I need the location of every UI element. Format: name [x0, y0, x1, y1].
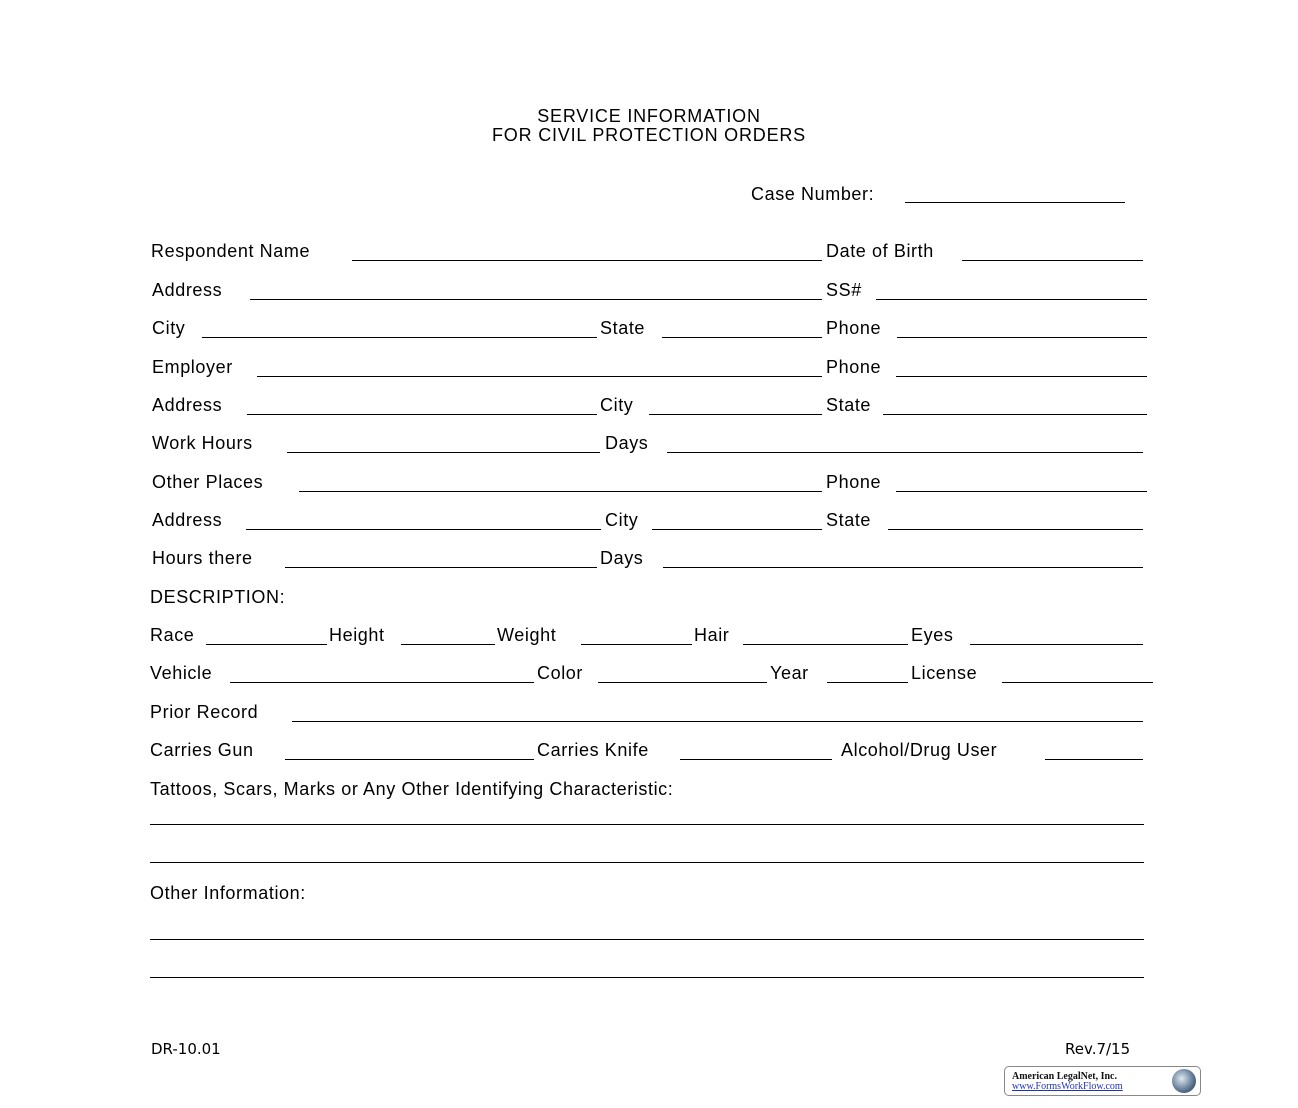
- logo-company: American LegalNet, Inc.: [1012, 1071, 1117, 1082]
- color-field[interactable]: [598, 682, 767, 683]
- eyes-label: Eyes: [911, 625, 954, 645]
- tattoos-scars-marks-or-any-other-identifying-characteristic-label: Tattoos, Scars, Marks or Any Other Identifying Characteristic:: [150, 779, 674, 799]
- case-number-label: Case Number:: [751, 184, 875, 204]
- phone-label: Phone: [826, 357, 882, 377]
- city-field[interactable]: [649, 414, 822, 415]
- other-information-line-2[interactable]: [150, 977, 1144, 978]
- respondent-name-field[interactable]: [352, 260, 822, 261]
- description-label: DESCRIPTION:: [150, 587, 286, 607]
- employer-field[interactable]: [257, 376, 822, 377]
- phone-field[interactable]: [896, 491, 1147, 492]
- form-title-line-2: FOR CIVIL PROTECTION ORDERS: [492, 125, 806, 145]
- days-field[interactable]: [663, 567, 1143, 568]
- address-label: Address: [152, 280, 223, 300]
- phone-label: Phone: [826, 472, 882, 492]
- address-field[interactable]: [250, 299, 822, 300]
- height-label: Height: [329, 625, 385, 645]
- date-of-birth-field[interactable]: [962, 260, 1143, 261]
- other-information-line-1[interactable]: [150, 939, 1144, 940]
- address-field[interactable]: [247, 414, 597, 415]
- year-field[interactable]: [827, 682, 908, 683]
- license-field[interactable]: [1002, 682, 1153, 683]
- address-label: Address: [152, 395, 223, 415]
- days-label: Days: [605, 433, 649, 453]
- year-label: Year: [770, 663, 809, 683]
- characteristics-line-2[interactable]: [150, 862, 1144, 863]
- hair-label: Hair: [694, 625, 730, 645]
- other-places-label: Other Places: [152, 472, 264, 492]
- city-label: City: [605, 510, 639, 530]
- hair-field[interactable]: [743, 644, 908, 645]
- license-label: License: [911, 663, 978, 683]
- city-field[interactable]: [202, 337, 597, 338]
- city-label: City: [600, 395, 634, 415]
- days-field[interactable]: [667, 452, 1143, 453]
- work-hours-label: Work Hours: [152, 433, 253, 453]
- carries-gun-field[interactable]: [285, 759, 534, 760]
- weight-field[interactable]: [581, 644, 692, 645]
- weight-label: Weight: [497, 625, 557, 645]
- vehicle-field[interactable]: [230, 682, 534, 683]
- phone-field[interactable]: [897, 337, 1147, 338]
- state-label: State: [600, 318, 646, 338]
- height-field[interactable]: [401, 644, 495, 645]
- state-field[interactable]: [883, 414, 1147, 415]
- logo-url[interactable]: www.FormsWorkFlow.com: [1012, 1081, 1123, 1092]
- state-field[interactable]: [662, 337, 822, 338]
- globe-icon: [1172, 1069, 1196, 1093]
- prior-record-field[interactable]: [292, 721, 1143, 722]
- race-field[interactable]: [206, 644, 327, 645]
- characteristics-line-1[interactable]: [150, 824, 1144, 825]
- race-label: Race: [150, 625, 195, 645]
- alcohol-drug-user-field[interactable]: [1045, 759, 1143, 760]
- other-places-field[interactable]: [299, 491, 822, 492]
- respondent-name-label: Respondent Name: [151, 241, 311, 261]
- employer-label: Employer: [152, 357, 233, 377]
- hours-there-field[interactable]: [285, 567, 597, 568]
- address-label: Address: [152, 510, 223, 530]
- hours-there-label: Hours there: [152, 548, 253, 568]
- revision-date: Rev.7/15: [1065, 1040, 1131, 1058]
- prior-record-label: Prior Record: [150, 702, 259, 722]
- phone-label: Phone: [826, 318, 882, 338]
- address-field[interactable]: [246, 529, 601, 530]
- work-hours-field[interactable]: [287, 452, 600, 453]
- alcohol-drug-user-label: Alcohol/Drug User: [841, 740, 998, 760]
- color-label: Color: [537, 663, 584, 683]
- days-label: Days: [600, 548, 644, 568]
- ss-label: SS#: [826, 280, 862, 300]
- form-title-line-1: SERVICE INFORMATION: [537, 106, 761, 126]
- city-field[interactable]: [652, 529, 822, 530]
- vehicle-label: Vehicle: [150, 663, 213, 683]
- form-number: DR-10.01: [151, 1040, 221, 1058]
- state-label: State: [826, 395, 872, 415]
- other-information-label: Other Information:: [150, 883, 306, 903]
- state-label: State: [826, 510, 872, 530]
- case-number-field[interactable]: [905, 202, 1125, 203]
- date-of-birth-label: Date of Birth: [826, 241, 934, 261]
- american-legalnet-logo[interactable]: [1004, 1066, 1201, 1096]
- carries-knife-label: Carries Knife: [537, 740, 649, 760]
- carries-gun-label: Carries Gun: [150, 740, 254, 760]
- phone-field[interactable]: [896, 376, 1147, 377]
- ss-field[interactable]: [876, 299, 1147, 300]
- carries-knife-field[interactable]: [680, 759, 832, 760]
- city-label: City: [152, 318, 186, 338]
- state-field[interactable]: [888, 529, 1143, 530]
- eyes-field[interactable]: [970, 644, 1143, 645]
